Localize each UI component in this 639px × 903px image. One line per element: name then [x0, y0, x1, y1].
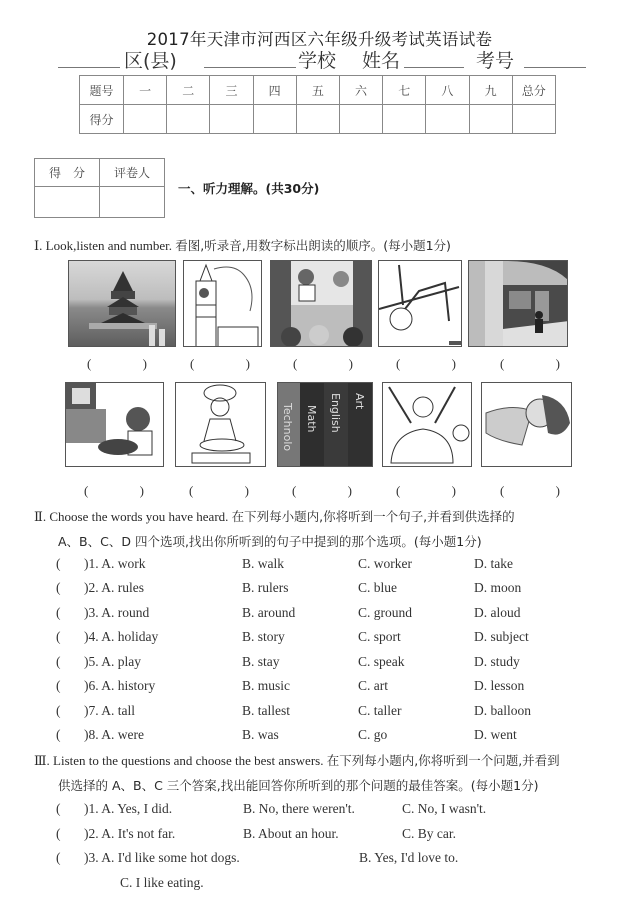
name-label: 姓名 [362, 50, 401, 72]
part2-question: ( )5. A. play B. stay C. speak D. study [56, 654, 520, 669]
option-c: C. No, I wasn't. [402, 801, 487, 816]
part2-instruction-en: Choose the words you have heard. [49, 509, 229, 524]
score-cell[interactable] [512, 105, 555, 134]
answer-blank[interactable]: ( ) [189, 483, 249, 498]
boy-watching-tv-icon [66, 383, 164, 467]
grader-score-cell[interactable] [35, 187, 100, 218]
answer-paren[interactable]: ( [56, 605, 61, 620]
score-cell[interactable] [167, 105, 210, 134]
option-d: D. aloud [474, 605, 521, 620]
option-b: B. rulers [242, 580, 289, 595]
temple-of-heaven-picture [68, 260, 176, 347]
answer-blank[interactable]: ( ) [396, 483, 456, 498]
answer-paren[interactable]: ( [56, 703, 61, 718]
part2-question: ( )4. A. holiday B. story C. sport D. subject [56, 629, 529, 644]
score-col-header: 八 [426, 76, 469, 105]
option-b: B. Yes, I'd love to. [359, 850, 459, 865]
school-blank[interactable] [204, 67, 296, 68]
stage-icon [271, 261, 372, 347]
option-b: B. around [242, 605, 296, 620]
answer-blank[interactable]: ( ) [190, 356, 250, 371]
high-jumper-icon [379, 261, 462, 347]
option-b: B. tallest [242, 703, 290, 718]
answer-paren[interactable]: ( [56, 629, 61, 644]
grader-name-cell[interactable] [100, 187, 165, 218]
part3-question-cont [56, 875, 616, 895]
option-d: D. lesson [474, 678, 525, 693]
score-cell[interactable] [469, 105, 512, 134]
school-label: 学校 [298, 50, 337, 72]
grader-name-label: 评卷人 [100, 159, 165, 187]
option-c: C. go [358, 727, 388, 742]
option-d: D. balloon [474, 703, 531, 718]
girl-cooking-icon [176, 383, 266, 467]
score-cell[interactable] [253, 105, 296, 134]
subject-books-icon [278, 383, 373, 467]
part2-question: ( )2. A. rules B. rulers C. blue D. moon [56, 580, 522, 595]
svg-text:Math: Math [305, 405, 318, 433]
option-b: B. music [242, 678, 291, 693]
sleeping-picture [481, 382, 572, 467]
score-col-header: 二 [167, 76, 210, 105]
option-c: C. art [358, 678, 388, 693]
option-c: C. ground [358, 605, 412, 620]
option-b: B. stay [242, 654, 280, 669]
student-info-line [58, 46, 586, 70]
score-col-header: 总分 [512, 76, 555, 105]
score-col-header: 七 [383, 76, 426, 105]
answer-paren[interactable]: ( [56, 727, 61, 742]
answer-blank[interactable]: ( ) [87, 356, 147, 371]
exam-no-blank[interactable] [524, 67, 586, 68]
subway-picture [468, 260, 568, 347]
big-ben-picture [183, 260, 262, 347]
part1-instruction-en: Look,listen and number. [45, 238, 173, 253]
answer-paren[interactable]: ( [56, 580, 61, 595]
name-blank[interactable] [404, 67, 464, 68]
option-c: C. sport [358, 629, 401, 644]
district-label: 区(县) [124, 50, 177, 72]
part3-numeral: Ⅲ. [34, 753, 50, 768]
exam-title: 2017年天津市河西区六年级升级考试英语试卷 [146, 30, 493, 49]
person-sleeping-icon [482, 383, 572, 467]
part3-question: ( )3. A. I'd like some hot dogs. B. Yes, I'd love to. [56, 850, 459, 865]
option-c: C. blue [358, 580, 397, 595]
answer-paren[interactable]: ( [56, 654, 61, 669]
stage-show-picture [270, 260, 372, 347]
part1-numeral: Ⅰ. [34, 238, 43, 253]
answer-blank[interactable]: ( ) [500, 483, 560, 498]
part3-instruction-line2: 供选择的 A、B、C 三个答案,找出能回答你所听到的那个问题的最佳答案。(每小题1分) [58, 778, 539, 793]
watching-tv-picture [65, 382, 164, 467]
part3-question: ( )1. A. Yes, I did. B. No, there weren't. C. No, I wasn't. [56, 801, 487, 816]
score-table [79, 75, 556, 134]
books-picture [277, 382, 373, 467]
part2-question: ( )1. A. work B. walk C. worker D. take [56, 556, 513, 571]
score-col-header: 三 [210, 76, 253, 105]
answer-paren[interactable]: ( [56, 556, 61, 571]
part2-question: ( )7. A. tall B. tallest C. taller D. balloon [56, 703, 531, 718]
clock-tower-icon [184, 261, 262, 347]
part2-question: ( )8. A. were B. was C. go D. went [56, 727, 517, 742]
boy-waking-up-icon [383, 383, 472, 467]
option-b: B. No, there weren't. [243, 801, 355, 816]
part1-instruction [34, 236, 451, 254]
waking-up-picture [382, 382, 472, 467]
answer-blank[interactable]: ( ) [396, 356, 456, 371]
exam-no-label: 考号 [476, 50, 515, 72]
option-d: D. study [474, 654, 520, 669]
score-col-header: 四 [253, 76, 296, 105]
temple-icon [69, 261, 176, 347]
score-col-header: 五 [296, 76, 339, 105]
section1-title: 一、听力理解。(共30分) [178, 181, 320, 196]
part3-instruction-en: Listen to the questions and choose the best answers. [53, 753, 324, 768]
option-b: B. story [242, 629, 285, 644]
score-col-header: 九 [469, 76, 512, 105]
svg-text:Art: Art [353, 393, 366, 410]
score-cell[interactable] [296, 105, 339, 134]
answer-blank[interactable]: ( ) [292, 483, 352, 498]
score-cell[interactable] [339, 105, 382, 134]
score-label: 得分 [80, 105, 124, 134]
score-cell[interactable] [426, 105, 469, 134]
question-number-label: 题号 [80, 76, 124, 105]
answer-paren[interactable]: ( [56, 678, 61, 693]
answer-paren[interactable]: ( [56, 801, 61, 816]
grader-score-label: 得 分 [35, 159, 100, 187]
score-table-score-row [80, 105, 556, 134]
option-c: C. By car. [402, 826, 456, 841]
option-b: B. was [242, 727, 279, 742]
part2-question: ( )6. A. history B. music C. art D. lesson [56, 678, 525, 693]
grader-table [34, 158, 165, 218]
answer-paren[interactable]: ( [56, 850, 61, 865]
part2-instruction-cn: 在下列每小题内,你将听到一个句子,并看到供选择的 [231, 509, 515, 524]
score-cell[interactable] [210, 105, 253, 134]
answer-blank[interactable]: ( ) [293, 356, 353, 371]
option-c: C. speak [358, 654, 405, 669]
option-b: B. About an hour. [243, 826, 339, 841]
score-cell[interactable] [124, 105, 167, 134]
option-b: B. walk [242, 556, 284, 571]
part2-numeral: Ⅱ. [34, 509, 47, 524]
part1-instruction-cn: 看图,听录音,用数字标出朗读的顺序。(每小题1分) [175, 238, 451, 253]
option-c: C. worker [358, 556, 412, 571]
option-c: C. I like eating. [120, 875, 204, 890]
answer-paren[interactable]: ( [56, 826, 61, 841]
score-col-header: 六 [339, 76, 382, 105]
score-table-header-row [80, 76, 556, 105]
subway-train-icon [469, 261, 568, 347]
option-d: D. take [474, 556, 513, 571]
district-blank[interactable] [58, 67, 120, 68]
svg-text:Technolo: Technolo [281, 403, 294, 452]
part3-instruction-line1 [34, 751, 560, 769]
part2-instruction-line1 [34, 507, 515, 525]
cooking-picture [175, 382, 266, 467]
score-cell[interactable] [383, 105, 426, 134]
option-d: D. went [474, 727, 517, 742]
part3-question: ( )2. A. It's not far. B. About an hour. C. By car. [56, 826, 456, 841]
high-jump-picture [378, 260, 462, 347]
part3-instruction-cn: 在下列每小题内,你将听到一个问题,并看到 [326, 753, 560, 768]
option-c: C. taller [358, 703, 402, 718]
score-col-header: 一 [124, 76, 167, 105]
part2-instruction-line2: A、B、C、D 四个选项,找出你所听到的句子中提到的那个选项。(每小题1分) [58, 534, 482, 549]
svg-text:English: English [329, 393, 342, 433]
option-d: D. subject [474, 629, 529, 644]
answer-blank[interactable]: ( ) [500, 356, 560, 371]
answer-blank[interactable]: ( ) [84, 483, 144, 498]
part2-question: ( )3. A. round B. around C. ground D. aloud [56, 605, 521, 620]
option-d: D. moon [474, 580, 522, 595]
